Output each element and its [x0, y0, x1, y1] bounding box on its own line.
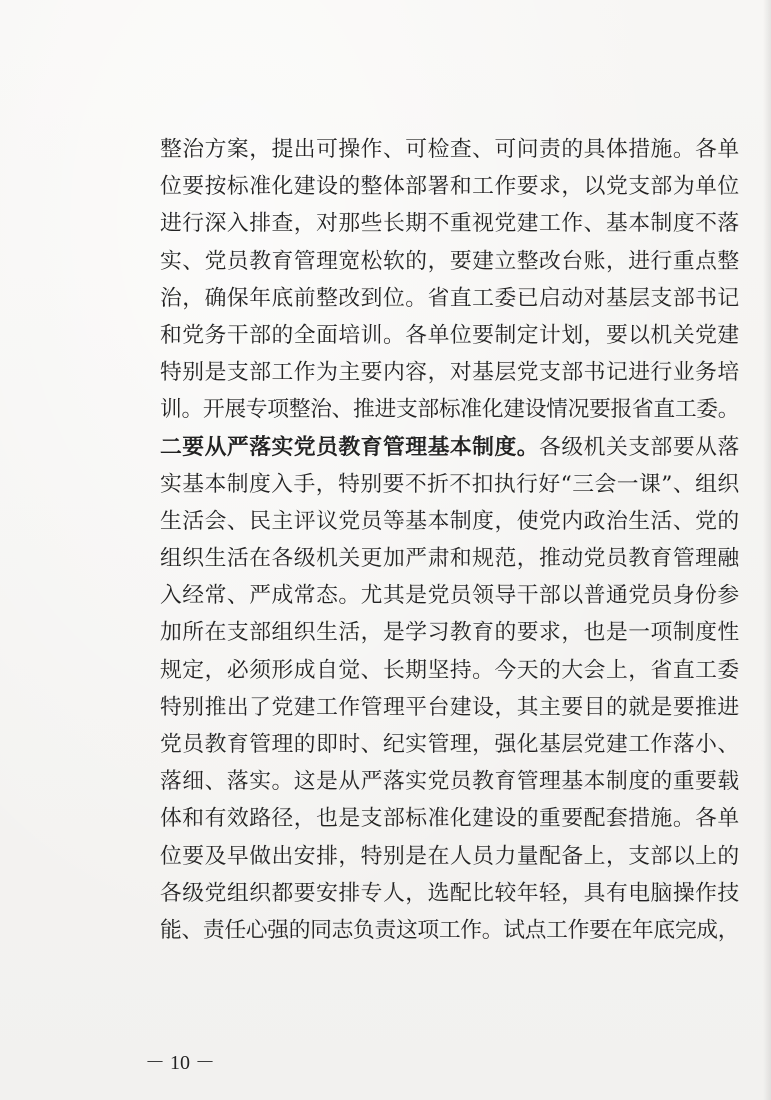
text-line	[160, 577, 740, 614]
text-line	[160, 652, 740, 689]
text-line	[160, 205, 740, 242]
text-segment: 整治方案，提出可操作、可检查、可问责的具体措施。各单	[160, 137, 740, 162]
text-line	[160, 614, 740, 651]
page-edge-shadow	[763, 0, 771, 1100]
body-text	[160, 131, 740, 949]
text-line	[160, 912, 740, 949]
text-line	[160, 131, 740, 168]
text-segment: 体和有效路径，也是支部标准化建设的重要配套措施。各单	[160, 806, 740, 832]
text-segment: 入经常、严成常态。尤其是党员领导干部以普通党员身份参	[160, 583, 740, 609]
text-segment: 实基本制度入手，特别要不折不扣执行好“三会一课”、组织	[160, 471, 740, 497]
page-number: － 10 －	[145, 1052, 215, 1074]
text-line	[160, 429, 740, 466]
text-segment: 位要按标准化建设的整体部署和工作要求，以党支部为单位	[160, 174, 740, 200]
text-line	[160, 540, 740, 577]
text-line	[160, 689, 740, 726]
text-segment: 规定，必须形成自觉、长期坚持。今天的大会上，省直工委	[160, 657, 740, 683]
text-segment: 和党务干部的全面培训。各单位要制定计划，要以机关党建	[160, 322, 740, 348]
bold-heading-text: 二要从严落实党员教育管理基本制度。	[160, 434, 540, 460]
text-segment: 落细、落实。这是从严落实党员教育管理基本制度的重要载	[160, 769, 740, 795]
text-segment: 组织生活在各级机关更加严肃和规范，推动党员教育管理融	[160, 546, 740, 572]
text-segment: 各级党组织都要安排专人，选配比较年轻，具有电脑操作技	[160, 880, 740, 906]
text-segment: 各级机关支部要从落	[539, 434, 740, 460]
text-segment: 实、党员教育管理宽松软的，要建立整改台账，进行重点整	[160, 248, 740, 274]
text-line	[160, 875, 740, 912]
text-line	[160, 466, 740, 503]
text-line	[160, 726, 740, 763]
text-segment: 生活会、民主评议党员等基本制度，使党内政治生活、党的	[160, 508, 740, 534]
text-line	[160, 317, 740, 354]
text-line	[160, 838, 740, 875]
text-segment: 党员教育管理的即时、纪实管理，强化基层党建工作落小、	[160, 732, 740, 757]
text-line	[160, 354, 740, 391]
text-segment: 位要及早做出安排，特别是在人员力量配备上，支部以上的	[160, 843, 740, 869]
text-line	[160, 763, 740, 800]
text-segment: 特别推出了党建工作管理平台建设，其主要目的就是要推进	[160, 694, 740, 720]
text-segment: 进行深入排查，对那些长期不重视党建工作、基本制度不落	[160, 211, 740, 237]
text-line	[160, 243, 740, 280]
text-segment: 特别是支部工作为主要内容，对基层党支部书记进行业务培	[160, 360, 740, 386]
text-segment: 加所在支部组织生活，是学习教育的要求，也是一项制度性	[160, 620, 740, 646]
text-segment: 训。开展专项整治、推进支部标准化建设情况要报省直工委。	[160, 397, 740, 423]
text-line	[160, 391, 740, 428]
text-segment: 能、责任心强的同志负责这项工作。试点工作要在年底完成，	[160, 917, 740, 943]
text-line	[160, 503, 740, 540]
text-segment: 治，确保年底前整改到位。省直工委已启动对基层支部书记	[160, 285, 740, 311]
text-line	[160, 800, 740, 837]
text-line	[160, 168, 740, 205]
text-line	[160, 280, 740, 317]
